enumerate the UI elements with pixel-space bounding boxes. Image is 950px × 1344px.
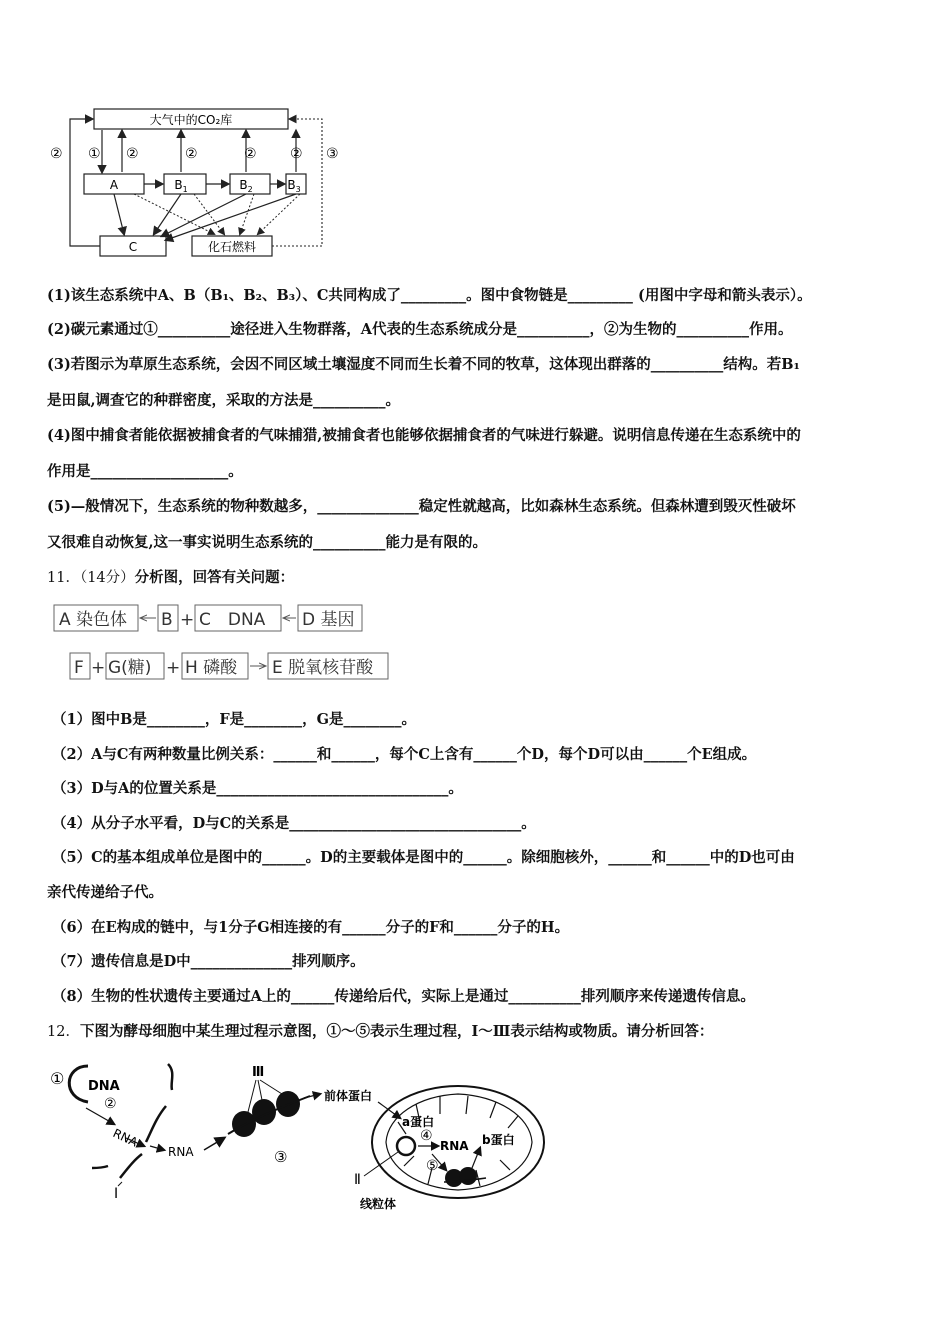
label-right-outer: ③ [326, 146, 339, 162]
node-e-nucleotide: E 脱氧核苷酸 [272, 658, 374, 678]
dna-label: DNA [88, 1079, 120, 1094]
q11-item4: （4）从分子水平看，D与C的关系是________________________________。 [52, 815, 536, 832]
node-b: B [161, 610, 173, 630]
node-d-gene: D 基因 [302, 610, 355, 630]
q11-item7: （7）遗传信息是D中______________排列顺序。 [52, 953, 365, 970]
label-b2-up: ② [244, 146, 257, 162]
q11-item2: （2）A与C有两种数量比例关系：______和______，每个C上含有______个D，每个D可以由______个E组成。 [52, 746, 757, 763]
plus-2: + [91, 658, 106, 678]
fossil-fuel-label: 化石燃料 [207, 240, 257, 254]
process-5-label: ⑤ [426, 1158, 439, 1174]
q10-part5a: (5)—般情况下，生态系统的物种数越多，______________稳定性就越高，比如森林生态系统。但森林遭到毁灭性破坏 [47, 498, 796, 515]
rna2-label: RNA [168, 1145, 194, 1159]
rna1-label: RNA [110, 1126, 140, 1150]
carbon-cycle-diagram [44, 100, 344, 265]
q11-heading [47, 568, 294, 588]
q11-title: 分析图，回答有关问题： [134, 569, 295, 586]
yeast-gene-expression-diagram [48, 1058, 558, 1218]
q11-number: 11． [47, 570, 80, 586]
a-protein-label: a蛋白 [402, 1115, 435, 1129]
label-b1-up: ② [185, 146, 198, 162]
q12-number: 12． [47, 1024, 80, 1040]
q11-item8: （8）生物的性状遗传主要通过A上的______传递给后代，实际上是通过__________排列顺序来传递遗传信息。 [52, 988, 755, 1005]
node-b1-label: $B_1$ [174, 178, 188, 194]
q12-heading [47, 1022, 713, 1042]
label-left-outer: ② [50, 146, 63, 162]
process-3-label: ③ [274, 1148, 288, 1166]
gene-structure-diagram [50, 601, 395, 681]
label-b3-up: ② [290, 146, 303, 162]
co2-pool-label: 大气中的CO₂库 [149, 113, 233, 127]
label-a-down: ① [88, 146, 101, 162]
node-b3-label: $B_3$ [287, 178, 301, 194]
q11-item5b: 亲代传递给子代。 [47, 884, 163, 901]
q11-item1: （1）图中B是________，F是________，G是________。 [52, 711, 417, 728]
q11-item5a: （5）C的基本组成单位是图中的______。D的主要载体是图中的______。除细胞核外，______和______中的D也可由 [52, 849, 795, 866]
process-2-label: ② [104, 1096, 117, 1112]
q10-part2: (2)碳元素通过①__________途径进入生物群落，A代表的生态系统成分是__________，②为生物的__________作用。 [47, 321, 793, 338]
structure-1-label: Ⅰ [114, 1186, 119, 1202]
node-g-sugar: G(糖) [108, 658, 152, 678]
q10-part4a: (4)图中捕食者能依据被捕食者的气味捕猎,被捕食者也能够依据捕食者的气味进行躲避。说明信息传递在生态系统中的 [47, 427, 801, 444]
node-c-label: C [128, 240, 138, 254]
plus-1: + [180, 610, 195, 630]
node-b2-label: $B_2$ [239, 178, 253, 194]
label-a-up: ② [126, 146, 139, 162]
node-a-label: A [109, 178, 119, 192]
node-a-chromosome: A 染色体 [59, 610, 128, 630]
process-1-label: ① [50, 1069, 65, 1088]
q10-part4b: 作用是___________________。 [47, 463, 243, 480]
precursor-protein-label: 前体蛋白 [324, 1089, 373, 1103]
mitochondrion-label: 线粒体 [360, 1197, 397, 1211]
structure-2-label: Ⅱ [354, 1172, 361, 1188]
q10-part3b: 是田鼠,调查它的种群密度，采取的方法是__________。 [47, 392, 401, 409]
q10-part3a: (3)若图示为草原生态系统，会因不同区域土壤湿度不同而生长着不同的牧草，这体现出群落的__________结构。若B₁ [47, 356, 800, 373]
node-f: F [74, 658, 84, 678]
mito-ribosome-2 [459, 1167, 477, 1185]
process-4-label: ④ [420, 1128, 433, 1144]
node-h-phosphate: H 磷酸 [185, 658, 238, 678]
structure-3-label: Ⅲ [252, 1065, 265, 1080]
q10-part5b: 又很难自动恢复,这一事实说明生态系统的__________能力是有限的。 [47, 534, 488, 551]
q11-score: （14分） [79, 570, 135, 586]
q11-item3: （3）D与A的位置关系是________________________________。 [52, 780, 463, 797]
q10-part1: (1)该生态系统中A、B（B₁、B₂、B₃）、C共同构成了_________。图中食物链是_________ (用图中字母和箭头表示）。 [47, 287, 812, 304]
rna3-label: RNA [440, 1139, 469, 1153]
plus-3: + [166, 658, 181, 678]
node-c-dna: C DNA [199, 610, 266, 630]
b-protein-label: b蛋白 [482, 1133, 515, 1147]
mito-dna-circle [397, 1137, 415, 1155]
q12-title: 下图为酵母细胞中某生理过程示意图，①～⑤表示生理过程，Ⅰ～Ⅲ表示结构或物质。请分析回答： [79, 1023, 714, 1040]
q11-item6: （6）在E构成的链中，与1分子G相连接的有______分子的F和______分子的H。 [52, 919, 570, 936]
